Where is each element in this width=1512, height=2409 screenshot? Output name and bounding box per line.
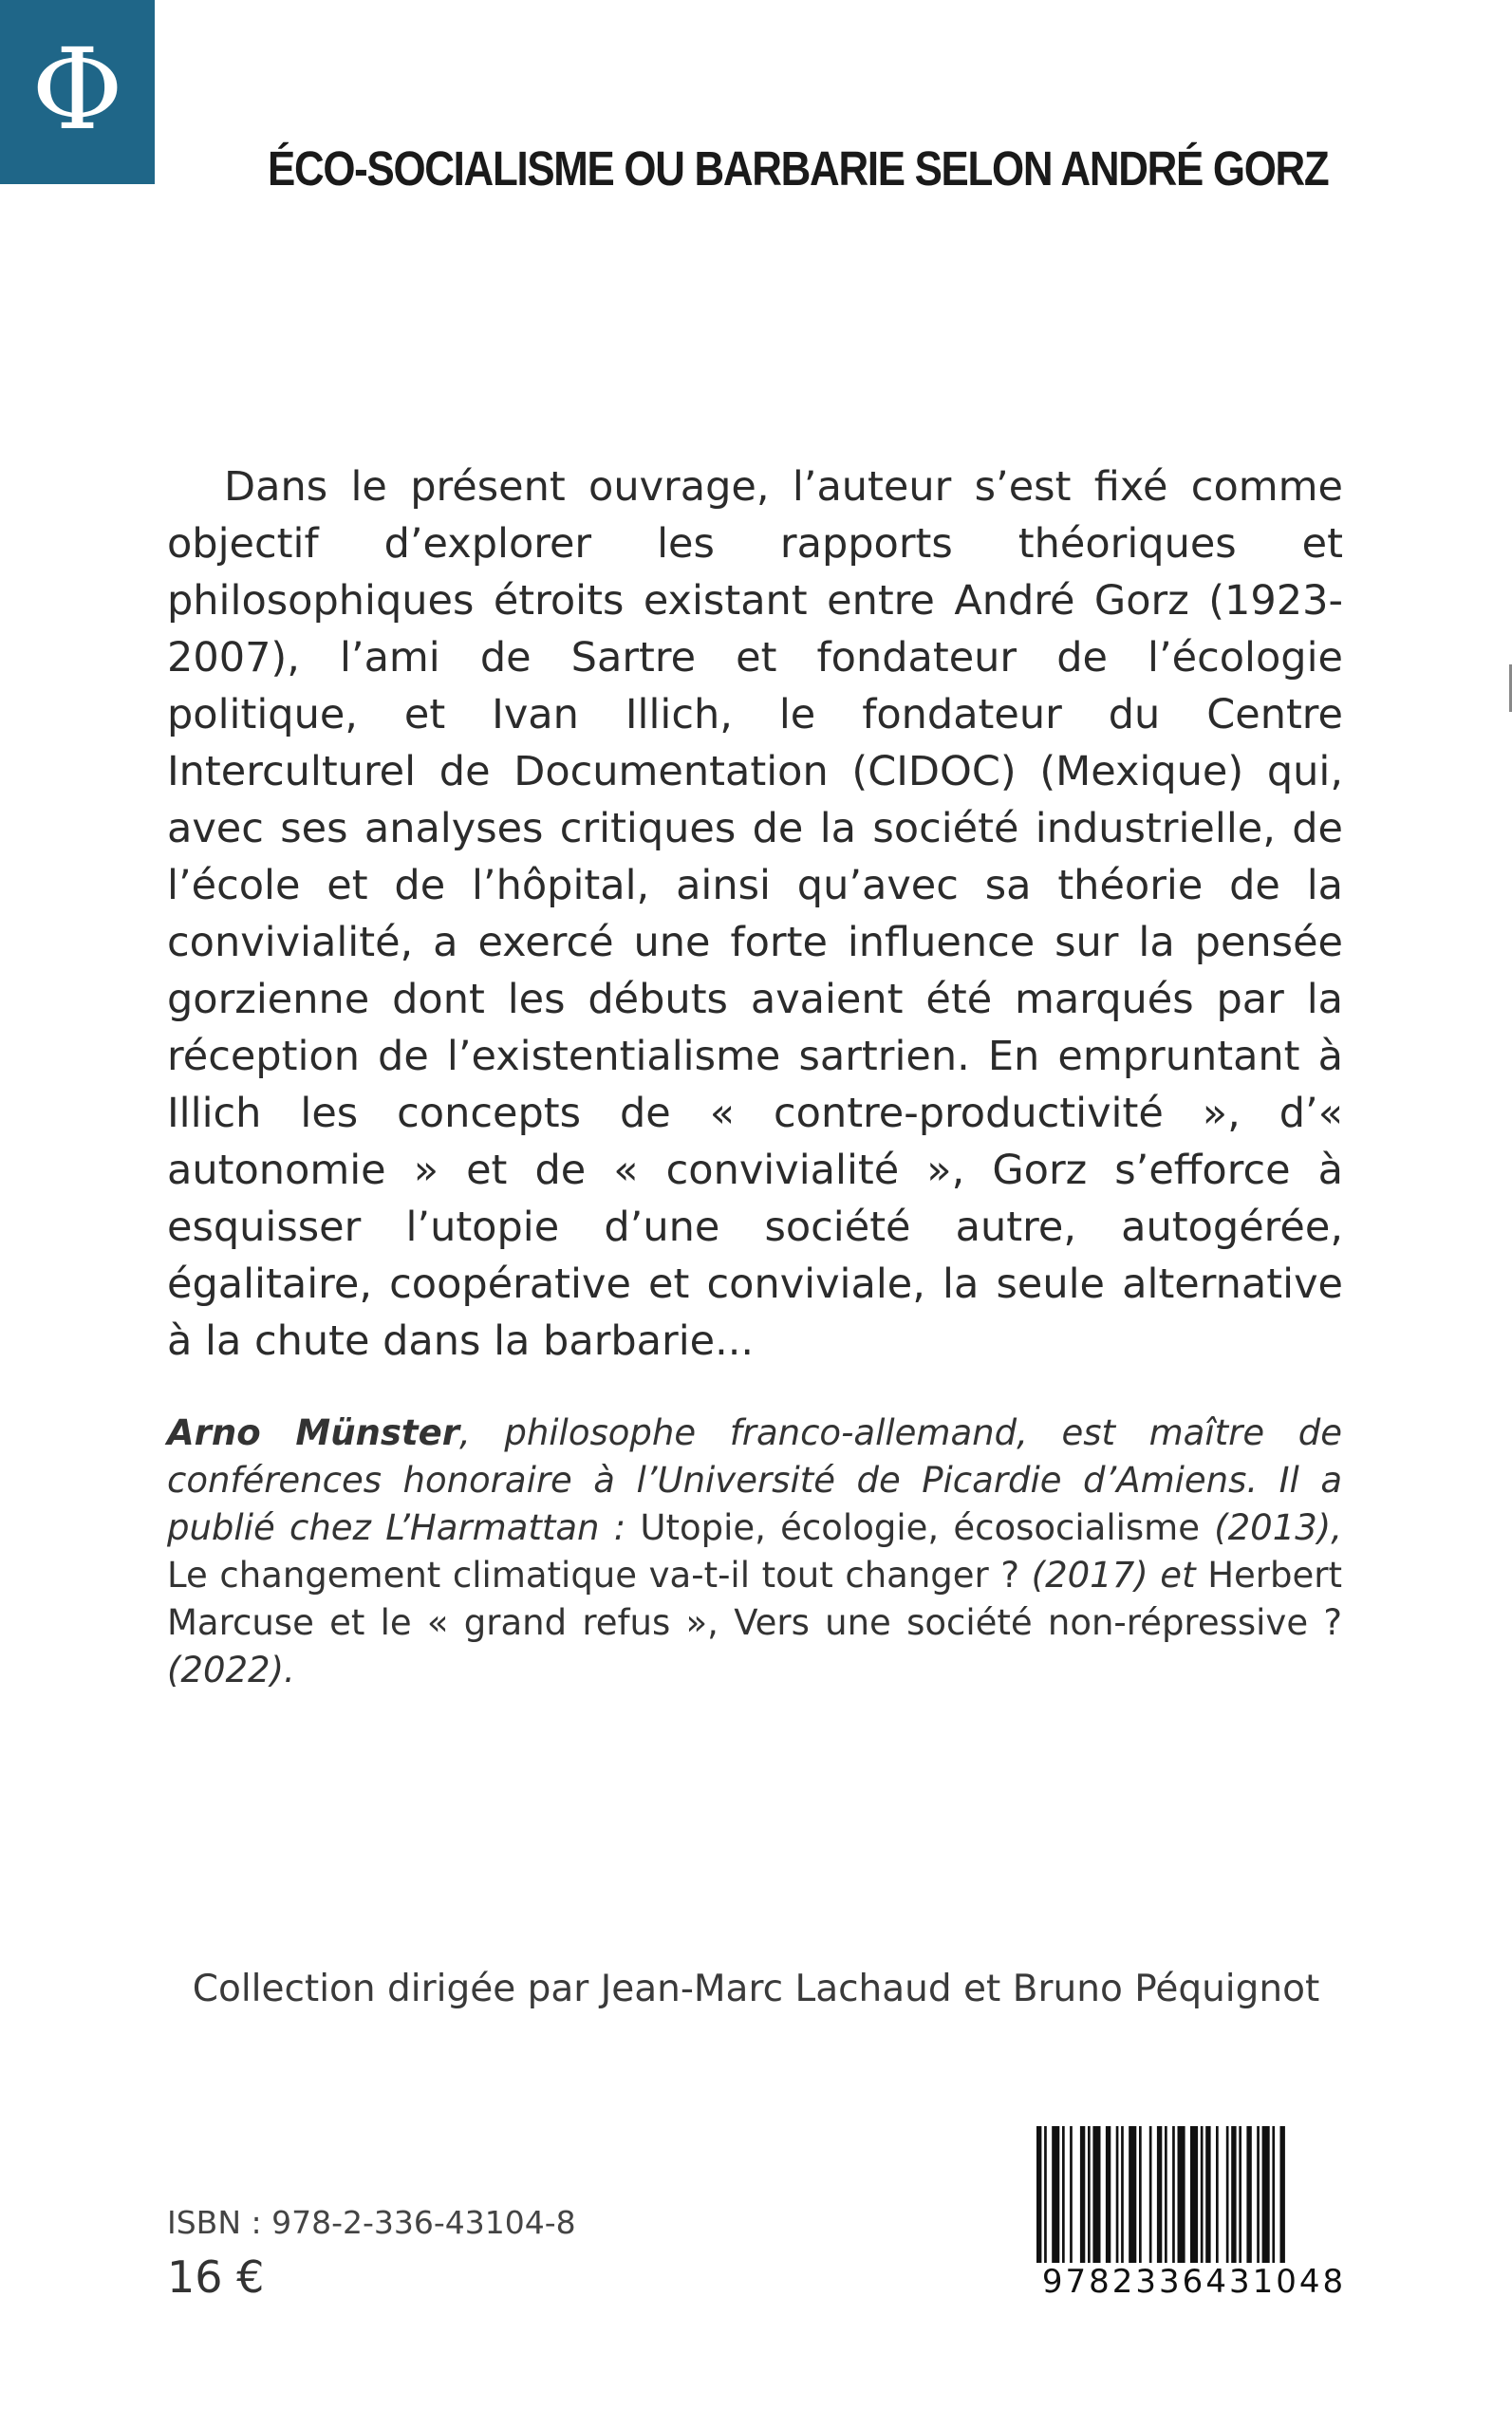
author-intro: , philosophe franco-allemand, est maître de conférences honoraire à l’Université de Picardie d’Amiens. Il a publié chez L’Harmattan : bbox=[167, 1412, 1342, 1548]
author-bio-paragraph bbox=[167, 1410, 1342, 1694]
price: 16 € bbox=[167, 2251, 265, 2303]
phi-logo-icon: Φ bbox=[31, 24, 123, 155]
book-title: ÉCO-SOCIALISME OU BARBARIE SELON ANDRÉ GORZ bbox=[268, 141, 1329, 196]
book-year-3: (2022). bbox=[167, 1650, 295, 1690]
publisher-logo bbox=[0, 0, 155, 184]
isbn: ISBN : 978-2-336-43104-8 bbox=[167, 2204, 576, 2241]
book-title-1: Utopie, écologie, écosocialisme bbox=[640, 1507, 1200, 1548]
book-year-2: (2017) et bbox=[1019, 1555, 1208, 1596]
collection-credit: Collection dirigée par Jean-Marc Lachaud et Bruno Péquignot bbox=[192, 1968, 1320, 2010]
book-year-1: (2013), bbox=[1199, 1507, 1342, 1548]
book-title-2: Le changement climatique va-t-il tout changer ? bbox=[167, 1555, 1020, 1596]
summary-paragraph: Dans le présent ouvrage, l’auteur s’est fixé comme objectif d’explorer les rapports théoriques et philosophiques étroits existant entre André Gorz (1923-2007), l’ami de Sartre et fondateur de l’écologie politique, et Ivan Illich, le fondateur du Centre Interculturel de Documentation (CIDOC) (Mexique) qui, avec ses analyses critiques de la société industrielle, de l’école et de l’hôpital, ainsi qu’avec sa théorie de la convivialité, a exercé une forte influence sur la pensée gorzienne dont les débuts avaient été marqués par la réception de l’existentialisme sartrien. En empruntant à Illich les concepts de « contre-productivité », d’« autonomie » et de « convivialité », Gorz s’efforce à esquisser l’utopie d’une société autre, autogérée, égalitaire, coopérative et conviviale, la seule alternative à la chute dans la barbarie... bbox=[167, 463, 1343, 1365]
book-title-3: Herbert Marcuse et le « grand refus », Vers une société non-répressive ? bbox=[167, 1555, 1342, 1643]
book-summary bbox=[167, 458, 1343, 1370]
barcode-number: 9782336431048 bbox=[1035, 2263, 1353, 2301]
author-name: Arno Münster bbox=[167, 1412, 459, 1453]
author-bio bbox=[167, 1410, 1342, 1694]
barcode bbox=[1035, 2126, 1353, 2306]
